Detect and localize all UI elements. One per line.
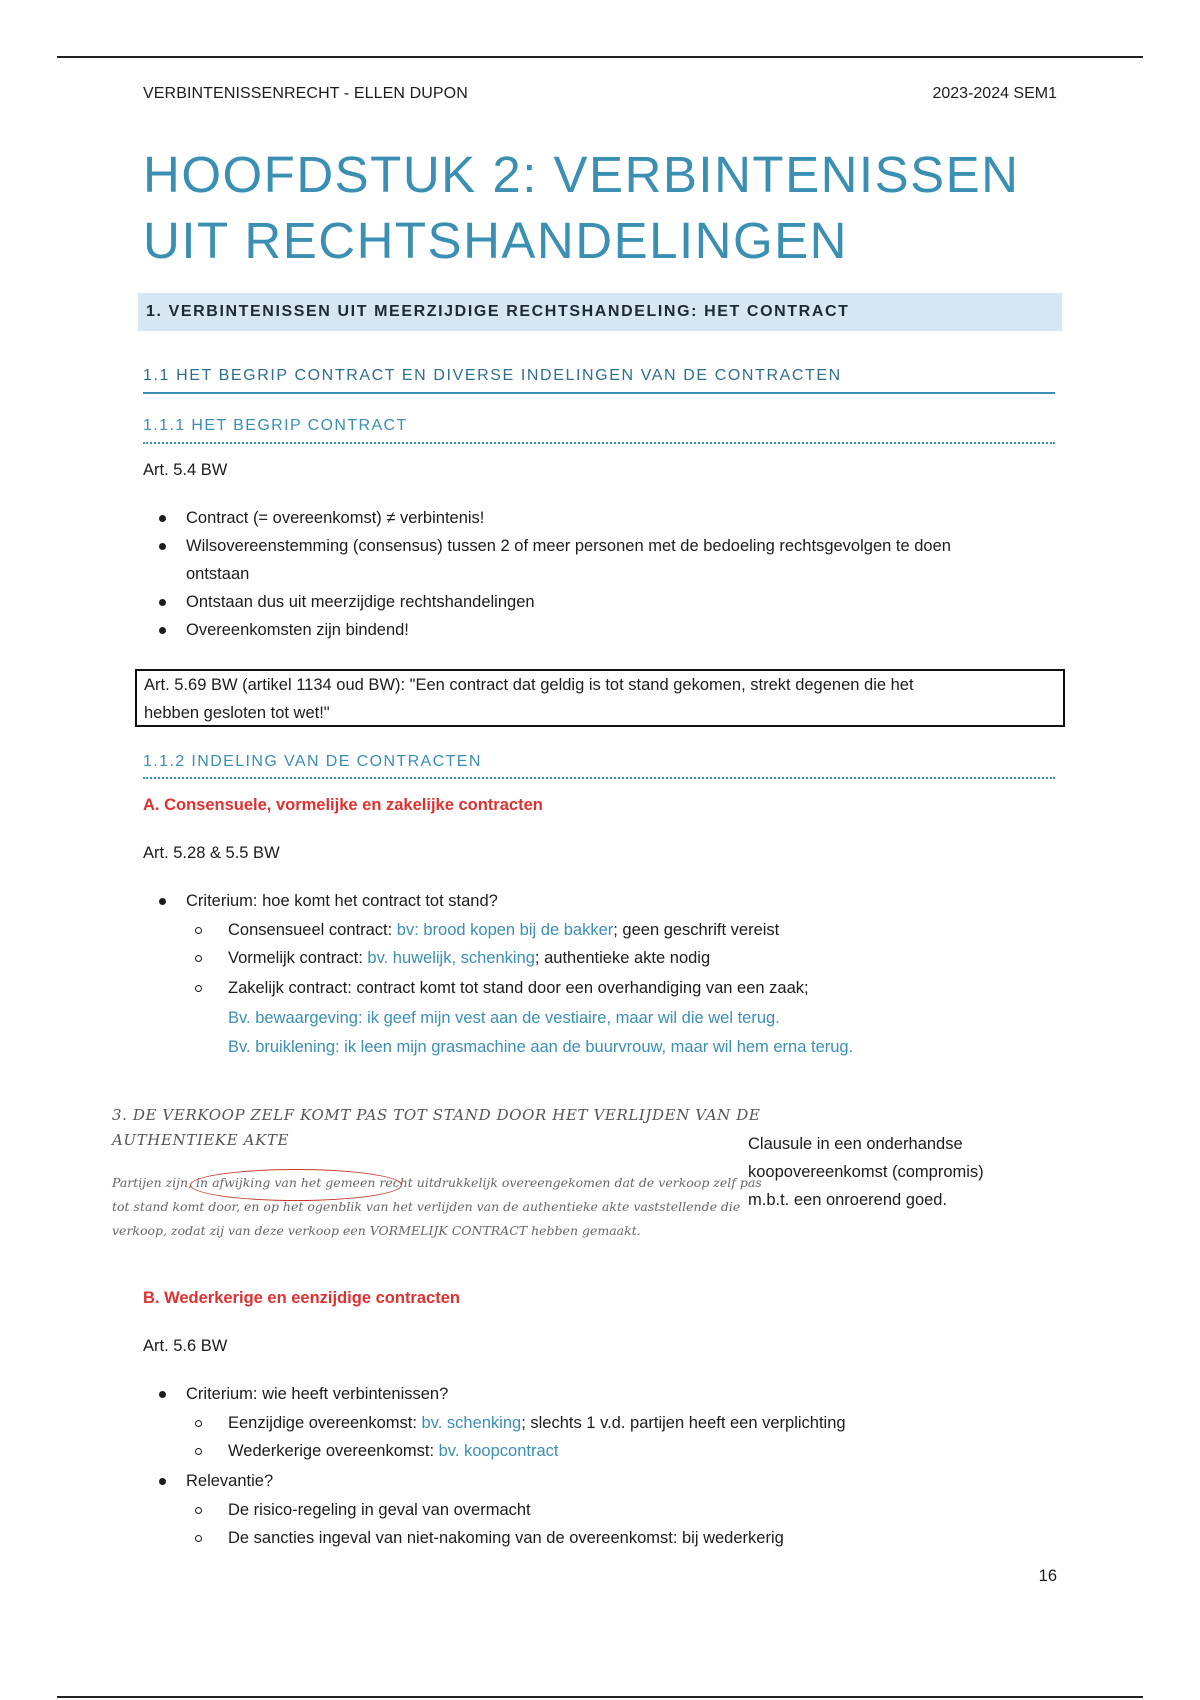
wederkerig-label: Wederkerige overeenkomst: (228, 1442, 439, 1460)
article-5-4: Art. 5.4 BW (143, 461, 228, 479)
article-5-28: Art. 5.28 & 5.5 BW (143, 844, 280, 862)
article-5-69-quote-box (135, 669, 1065, 727)
scan-body-line3: verkoop, zodat zij van deze verkoop een VORMELIJK CONTRACT hebben gemaakt. (112, 1223, 641, 1238)
bullet-icon (159, 898, 166, 905)
header-semester: 2023-2024 SEM1 (932, 85, 1057, 102)
list-item: Ontstaan dus uit meerzijdige rechtshandelingen (186, 593, 535, 611)
criterion-a: Criterium: hoe komt het contract tot stand? (186, 892, 498, 910)
quote-line-2: hebben gesloten tot wet!" (144, 704, 330, 722)
bullet-icon (159, 627, 166, 634)
vormelijk-item (228, 944, 710, 972)
eenzijdig-label: Eenzijdige overeenkomst: (228, 1414, 422, 1432)
sub-bullet-icon (195, 1448, 202, 1455)
relevance-1: De risico-regeling in geval van overmacht (228, 1501, 531, 1519)
bullet-icon (159, 1391, 166, 1398)
vormelijk-example: bv. huwelijk, schenking (367, 949, 535, 967)
scan-heading-line1: 3. DE VERKOOP ZELF KOMT PAS TOT STAND DOOR HET VERLIJDEN VAN DE (112, 1106, 761, 1124)
list-item: Contract (= overeenkomst) ≠ verbintenis! (186, 509, 485, 527)
eenzijdig-item (228, 1409, 846, 1437)
section-1-1-2-rule (143, 777, 1055, 779)
scan-body-line1: Partijen zijn, in afwijking van het gemeen recht uitdrukkelijk overeengekomen dat de verkoop zelf pas (112, 1175, 762, 1190)
side-note-line2: koopovereenkomst (compromis) (748, 1163, 984, 1181)
quote-line-1: Art. 5.69 BW (artikel 1134 oud BW): "Een contract dat geldig is tot stand gekomen, strekt degenen die het (144, 676, 914, 694)
article-5-6: Art. 5.6 BW (143, 1337, 228, 1355)
consensueel-label: Consensueel contract: (228, 921, 397, 939)
part-b-title: B. Wederkerige en eenzijdige contracten (143, 1289, 460, 1307)
section-1-heading (138, 293, 1062, 331)
zakelijk-example-2: Bv. bruiklening: ik leen mijn grasmachine aan de buurvrouw, maar wil hem erna terug. (228, 1038, 854, 1056)
eenzijdig-rest: ; slechts 1 v.d. partijen heeft een verplichting (521, 1414, 846, 1432)
sub-bullet-icon (195, 985, 202, 992)
part-a-title: A. Consensuele, vormelijke en zakelijke contracten (143, 796, 543, 814)
header-title: VERBINTENISSENRECHT - ELLEN DUPON (143, 85, 468, 102)
chapter-title-line2: UIT RECHTSHANDELINGEN (143, 212, 848, 269)
section-1-1-1-rule (143, 442, 1055, 444)
scan-body-line2: tot stand komt door, en op het ogenblik van het verlijden van de authentieke akte vaststellende die (112, 1199, 741, 1214)
bullet-icon (159, 515, 166, 522)
consensueel-example: bv: brood kopen bij de bakker (396, 921, 614, 939)
chapter-title (143, 142, 1083, 274)
bullet-icon (159, 1478, 166, 1485)
eenzijdig-example: bv. schenking (421, 1414, 522, 1432)
consensueel-rest: ; geen geschrift vereist (613, 921, 780, 939)
list-item-continuation: ontstaan (186, 565, 250, 583)
wederkerig-item (228, 1437, 558, 1465)
sub-bullet-icon (195, 1420, 202, 1427)
consensueel-item (228, 916, 779, 944)
top-rule (57, 56, 1143, 58)
sub-bullet-icon (195, 1507, 202, 1514)
chapter-title-line1: HOOFDSTUK 2: VERBINTENISSEN (143, 146, 1020, 203)
bottom-rule (57, 1696, 1143, 1698)
sub-bullet-icon (195, 955, 202, 962)
vormelijk-label: Vormelijk contract: (228, 949, 368, 967)
relevance-item: Relevantie? (186, 1472, 274, 1490)
scanned-clause-excerpt (110, 1100, 762, 1240)
criterion-b: Criterium: wie heeft verbintenissen? (186, 1385, 449, 1403)
section-1-1-rule (143, 392, 1055, 394)
side-note-line1: Clausule in een onderhandse (748, 1135, 963, 1153)
sub-bullet-icon (195, 927, 202, 934)
section-1-1-heading: 1.1 HET BEGRIP CONTRACT EN DIVERSE INDELINGEN VAN DE CONTRACTEN (143, 367, 842, 384)
section-1-1-1-heading: 1.1.1 HET BEGRIP CONTRACT (143, 417, 408, 434)
scan-heading-line2: AUTHENTIEKE AKTE (112, 1131, 290, 1149)
bullet-icon (159, 599, 166, 606)
list-item: Wilsovereenstemming (consensus) tussen 2 of meer personen met de bedoeling rechtsgevolgen te doen (186, 537, 951, 555)
sub-bullet-icon (195, 1535, 202, 1542)
section-1-1-2-heading: 1.1.2 INDELING VAN DE CONTRACTEN (143, 753, 482, 770)
page-number: 16 (1038, 1567, 1057, 1585)
vormelijk-rest: ; authentieke akte nodig (534, 949, 711, 967)
bullet-icon (159, 543, 166, 550)
list-item: Overeenkomsten zijn bindend! (186, 621, 409, 639)
relevance-2: De sancties ingeval van niet-nakoming van de overeenkomst: bij wederkerig (228, 1529, 784, 1547)
highlight-circle (190, 1169, 402, 1201)
side-note-line3: m.b.t. een onroerend goed. (748, 1191, 948, 1209)
section-1-label: 1. VERBINTENISSEN UIT MEERZIJDIGE RECHTSHANDELING: HET CONTRACT (146, 303, 850, 320)
zakelijk-example-1: Bv. bewaargeving: ik geef mijn vest aan de vestiaire, maar wil die wel terug. (228, 1009, 780, 1027)
wederkerig-example: bv. koopcontract (438, 1442, 559, 1460)
zakelijk-item: Zakelijk contract: contract komt tot stand door een overhandiging van een zaak; (228, 979, 809, 997)
